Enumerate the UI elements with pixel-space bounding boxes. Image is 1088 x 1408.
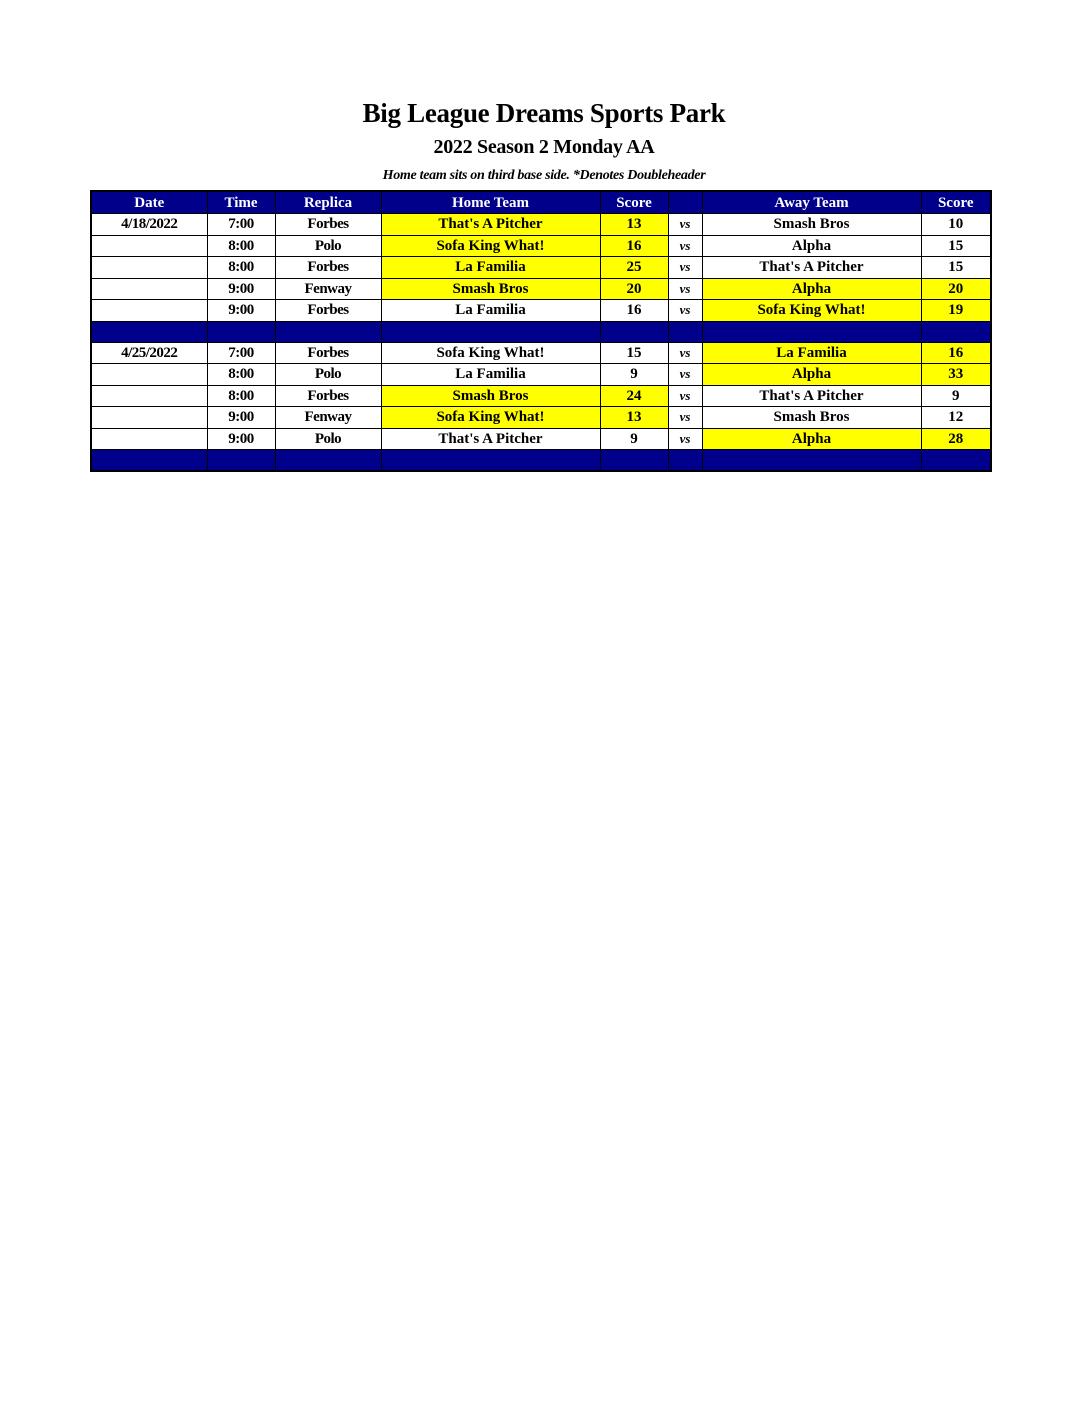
game-time: 7:00 xyxy=(207,214,275,236)
column-header-date: Date xyxy=(91,191,207,214)
vs-label: vs xyxy=(668,342,702,364)
separator-cell xyxy=(275,450,381,472)
separator-cell xyxy=(600,450,668,472)
separator-cell xyxy=(600,321,668,342)
game-date xyxy=(91,235,207,257)
home-score: 9 xyxy=(600,428,668,450)
home-team: Sofa King What! xyxy=(381,407,600,429)
column-header-vs xyxy=(668,191,702,214)
game-time: 9:00 xyxy=(207,278,275,300)
game-time: 8:00 xyxy=(207,385,275,407)
away-score: 15 xyxy=(921,235,991,257)
table-header-row xyxy=(91,191,991,214)
separator-cell xyxy=(921,450,991,472)
column-header-away-score: Score xyxy=(921,191,991,214)
game-date xyxy=(91,428,207,450)
separator-cell xyxy=(207,450,275,472)
vs-label: vs xyxy=(668,385,702,407)
separator-cell xyxy=(702,450,921,472)
home-team: La Familia xyxy=(381,257,600,279)
game-date xyxy=(91,278,207,300)
game-field: Forbes xyxy=(275,214,381,236)
away-team: Smash Bros xyxy=(702,214,921,236)
away-team: Alpha xyxy=(702,235,921,257)
away-team: La Familia xyxy=(702,342,921,364)
away-team: Alpha xyxy=(702,364,921,386)
away-score: 12 xyxy=(921,407,991,429)
game-field: Forbes xyxy=(275,385,381,407)
game-field: Polo xyxy=(275,364,381,386)
game-time: 8:00 xyxy=(207,364,275,386)
game-field: Forbes xyxy=(275,257,381,279)
home-score: 13 xyxy=(600,214,668,236)
home-score: 16 xyxy=(600,300,668,322)
vs-label: vs xyxy=(668,235,702,257)
away-team: That's A Pitcher xyxy=(702,385,921,407)
table-row xyxy=(91,407,991,429)
table-row xyxy=(91,364,991,386)
game-date xyxy=(91,407,207,429)
game-date: 4/18/2022 xyxy=(91,214,207,236)
game-time: 9:00 xyxy=(207,407,275,429)
home-score: 15 xyxy=(600,342,668,364)
game-time: 9:00 xyxy=(207,428,275,450)
game-field: Polo xyxy=(275,235,381,257)
vs-label: vs xyxy=(668,278,702,300)
home-team: La Familia xyxy=(381,364,600,386)
away-score: 16 xyxy=(921,342,991,364)
game-time: 7:00 xyxy=(207,342,275,364)
separator-cell xyxy=(921,321,991,342)
game-time: 9:00 xyxy=(207,300,275,322)
week-separator-row xyxy=(91,450,991,472)
game-date xyxy=(91,385,207,407)
home-team: Smash Bros xyxy=(381,278,600,300)
table-row xyxy=(91,342,991,364)
column-header-replica: Replica xyxy=(275,191,381,214)
home-score: 25 xyxy=(600,257,668,279)
column-header-home-score: Score xyxy=(600,191,668,214)
vs-label: vs xyxy=(668,407,702,429)
schedule-body xyxy=(91,214,991,472)
vs-label: vs xyxy=(668,364,702,386)
separator-cell xyxy=(702,321,921,342)
vs-label: vs xyxy=(668,300,702,322)
table-row xyxy=(91,385,991,407)
away-score: 10 xyxy=(921,214,991,236)
home-score: 20 xyxy=(600,278,668,300)
separator-cell xyxy=(381,321,600,342)
game-time: 8:00 xyxy=(207,257,275,279)
home-team: That's A Pitcher xyxy=(381,428,600,450)
home-score: 13 xyxy=(600,407,668,429)
vs-label: vs xyxy=(668,428,702,450)
table-row xyxy=(91,300,991,322)
away-team: Sofa King What! xyxy=(702,300,921,322)
home-score: 9 xyxy=(600,364,668,386)
home-score: 24 xyxy=(600,385,668,407)
table-row xyxy=(91,257,991,279)
home-score: 16 xyxy=(600,235,668,257)
home-team: Sofa King What! xyxy=(381,235,600,257)
game-field: Polo xyxy=(275,428,381,450)
away-team: Alpha xyxy=(702,278,921,300)
away-team: Alpha xyxy=(702,428,921,450)
game-field: Forbes xyxy=(275,342,381,364)
away-score: 20 xyxy=(921,278,991,300)
table-row xyxy=(91,278,991,300)
separator-cell xyxy=(91,450,207,472)
away-score: 9 xyxy=(921,385,991,407)
home-team: That's A Pitcher xyxy=(381,214,600,236)
away-team: That's A Pitcher xyxy=(702,257,921,279)
column-header-away-team: Away Team xyxy=(702,191,921,214)
game-date xyxy=(91,364,207,386)
separator-cell xyxy=(668,321,702,342)
game-field: Forbes xyxy=(275,300,381,322)
table-row xyxy=(91,235,991,257)
page-title: Big League Dreams Sports Park xyxy=(362,98,726,128)
separator-cell xyxy=(207,321,275,342)
game-date xyxy=(91,300,207,322)
separator-cell xyxy=(91,321,207,342)
page-subtitle: 2022 Season 2 Monday AA xyxy=(433,136,655,158)
away-score: 28 xyxy=(921,428,991,450)
home-team: Sofa King What! xyxy=(381,342,600,364)
home-team: Smash Bros xyxy=(381,385,600,407)
away-score: 19 xyxy=(921,300,991,322)
away-team: Smash Bros xyxy=(702,407,921,429)
game-date xyxy=(91,257,207,279)
vs-label: vs xyxy=(668,214,702,236)
game-date: 4/25/2022 xyxy=(91,342,207,364)
game-time: 8:00 xyxy=(207,235,275,257)
table-row xyxy=(91,428,991,450)
column-header-time: Time xyxy=(207,191,275,214)
game-field: Fenway xyxy=(275,407,381,429)
table-row xyxy=(91,214,991,236)
schedule-note: Home team sits on third base side. *Denotes Doubleheader xyxy=(382,168,706,183)
home-team: La Familia xyxy=(381,300,600,322)
schedule-table xyxy=(90,190,992,472)
separator-cell xyxy=(381,450,600,472)
week-separator-row xyxy=(91,321,991,342)
vs-label: vs xyxy=(668,257,702,279)
away-score: 33 xyxy=(921,364,991,386)
separator-cell xyxy=(275,321,381,342)
separator-cell xyxy=(668,450,702,472)
game-field: Fenway xyxy=(275,278,381,300)
column-header-home-team: Home Team xyxy=(381,191,600,214)
away-score: 15 xyxy=(921,257,991,279)
